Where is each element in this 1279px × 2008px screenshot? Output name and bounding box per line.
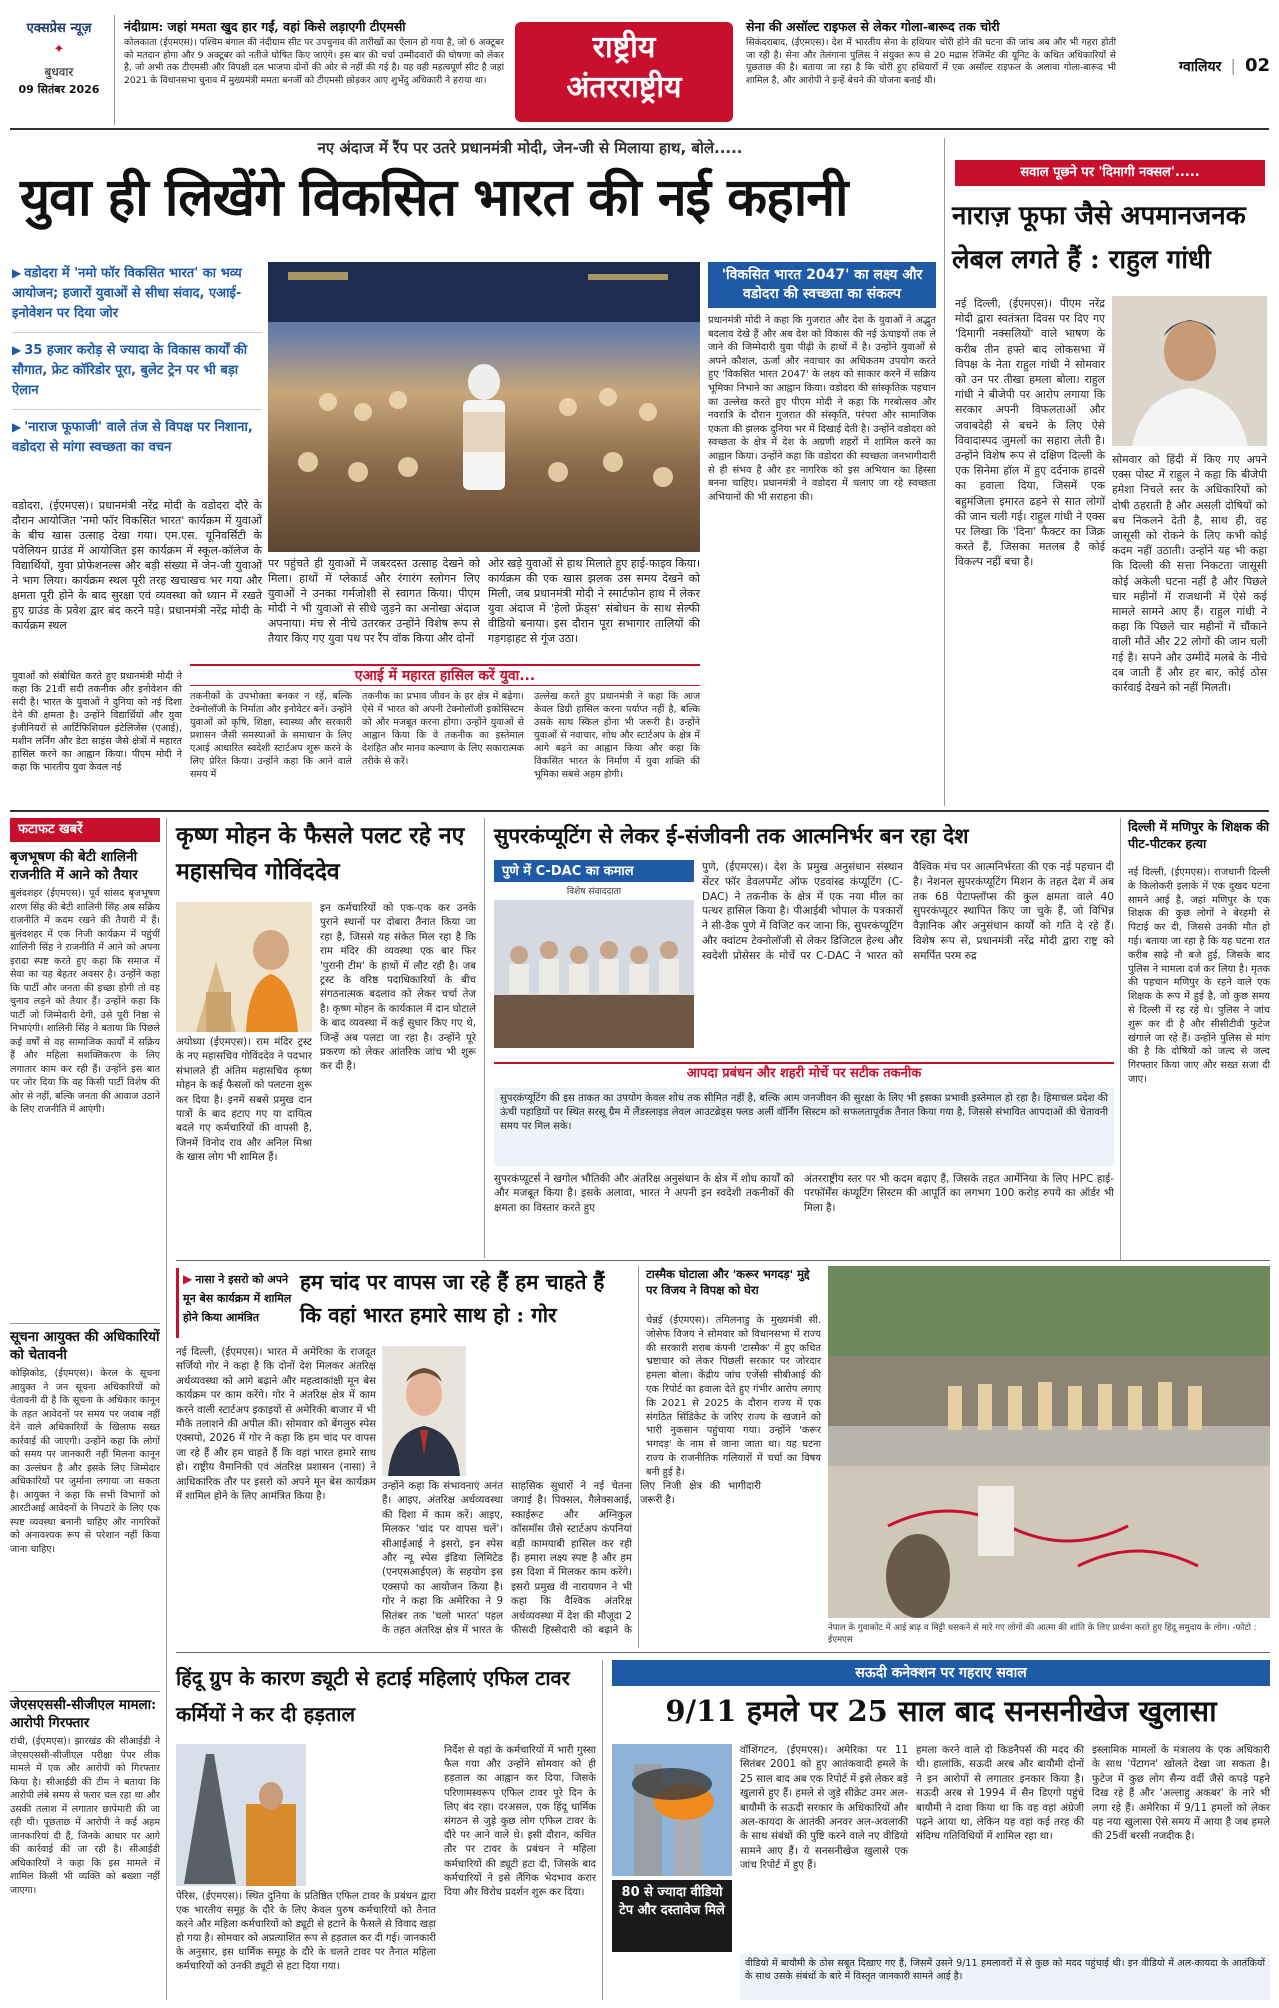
ram-body-1: अयोध्या (ईएमएस)। राम मंदिर ट्रस्ट के नए महासचिव गोविंददेव ने पदभार संभालते ही अंतिम महासचिव कृष्ण मोहन के कई फैसलों को पलटना शुरू कर दिया है। इनमें सबसे प्रमुख दान पात्रों के बाद हटाए गए या दायित्व बदले गए कर्मचारियों की वापसी है, जिनमें विनोद राव और अनिल मिश्रा के खास लोग भी शामिल हैं। [176, 1037, 312, 1164]
supercomp-col-b: अंतरराष्ट्रीय स्तर पर भी कदम बढ़ाए हैं, जिसके तहत आर्मेनिया के लिए HPC हाई-परफॉर्मेंस कंप्यूटिंग सिस्टम की आपूर्ति का लगभग 100 करोड़ रुपये का ऑर्डर भी मिला है। [804, 1173, 1114, 1214]
eiffel-col-1b [312, 1744, 438, 1886]
supercomp-byline: विशेष संवाददाता [566, 887, 622, 897]
brief-title: नंदीग्राम: जहां ममता खुद हार गईं, वहां किसे लड़ाएगी टीएमसी [124, 19, 406, 34]
quick-news-body: बुलंदशहर (ईएमएस)। पूर्व सांसद बृजभूषण शरण सिंह की बेटी शालिनी सिंह अब सक्रिय राजनीति में कदम रखने की तैयारी में हैं। बुलंदशहर में एक निजी कार्यक्रम में पहुंचीं शालिनी सिंह ने राजनीति में आने को अपना इरादा स्पष्ट करते हुए कहा कि समाज में सेवा का यह बेहतर अवसर है। उन्होंने कहा कि पार्टी और जनता की इच्छा होगी तो वह चुनाव लड़ने को तैयार हैं। उन्होंने कहा कि पार्टी जो जिम्मेदारी देगी, उसे पूरी निष्ठा से निभाएंगी। शालिनी सिंह ने बताया कि पिछले कई वर्षों से वह सामाजिक कार्यों में सक्रिय हैं और महिला सशक्तिकरण के लिए लगातार काम कर रही हैं। उन्होंने इस बात पर जोर दिया कि वह किसी पार्टी विशेष की ओर से नहीं, बल्कि जनता की आवाज उठाने के लिए राजनीति में आएंगी। [10, 888, 160, 1115]
quick-news-title: बृजभूषण की बेटी शालिनी राजनीति में आने को तैयार [10, 849, 138, 883]
manipur-body: नई दिल्ली, (ईएमएस)। राजधानी दिल्ली के किलोकरी इलाके में एक दुखद घटना सामने आई है, जहां मणिपुर के एक शिक्षक की कुछ लोगों ने बेरहमी से पिटाई कर दी, जिससे उनकी मौत हो गई। बताया जा रहा है कि यह घटना रात करीब साढ़े नौ बजे हुई, जिसके बाद पुलिस ने मामला दर्ज कर लिया है। मृतक की पहचान मणिपुर के रहने वाले एक शिक्षक के रूप में हुई है, जो कुछ समय से दिल्ली में रह रहे थे। पुलिस ने जांच शुरू कर दी है और सीसीटीवी फुटेज खंगाले जा रहे हैं। उन्होंने पुलिस से मांग की है कि दोषियों को जल्द से जल्द गिरफ्तार किया जाए और सख्त सजा दी जाए। [1128, 867, 1270, 1085]
quick-news-title: जेएसएससी-सीजीएल मामला: आरोपी गिरफ्तार [10, 1697, 157, 1731]
gor-photo [382, 1346, 466, 1476]
rahul-body-left: नई दिल्ली, (ईएमएस)। पीएम नरेंद्र मोदी द्वारा स्वतंत्रता दिवस पर दिए गए 'दिमागी नक्सलियों' वाले भाषण के करीब तीन हफ्ते बाद लोकसभा में विपक्ष के नेता राहुल गांधी ने सोमवार को उन पर तीखा हमला बोला। राहुल गांधी ने बीजेपी पर आरोप लगाया कि सरकार अपनी विफलताओं और जवाबदेही से बचने के लिए ऐसे विवादास्पद जुमलों का सहारा लेती है। उन्होंने विशेष रूप से दक्षिण दिल्ली के एक सिनेमा हॉल में हुए दर्दनाक हादसे का हवाला दिया, जिसमें एक बहुमंजिला इमारत ढहने से सात लोगों की जान चली गई। राहुल गांधी ने एक्स पर लिखा कि 'दिना' फैक्टर का जिक्र करते हैं, जिसका मतलब है कोई विकल्प नहीं बचा है। [955, 297, 1105, 569]
rahul-kicker [955, 160, 1265, 186]
eiffel-headline: हिंदू ग्रुप के कारण ड्यूटी से हटाई महिलाएं एफिल टावर कर्मियों ने कर दी हड़ताल [176, 1666, 570, 1726]
quick-news-item [10, 1323, 160, 1685]
moon-headline: हम चांद पर वापस जा रहे हैं हम चाहते हैं कि वहां भारत हमारे साथ हो : गोर [300, 1270, 605, 1327]
brief-body: सिकंदराबाद, (ईएमएस)। देश में भारतीय सेना के हथियार चोरी होने की घटना की जांच अब और भी गहरा होती जा रही है। सेना और तेलंगाना पुलिस ने संयुक्त रूप से 20 मद्रास रेजिमेंट की यूनिट के कथित अधिकारियों से पूछताछ की है। बताया जा रहा है कि चोरी हुए हथियारों में एक असॉल्ट राइफल के अलावा गोला-बारूद भी शामिल है, और आरोपी ने इन्हें बेचने की योजना बनाई थी। [746, 37, 1116, 86]
kicker-text: सवाल पूछने पर 'दिमागी नक्सल'..... [1020, 165, 1200, 180]
saudi-headline: 9/11 हमले पर 25 साल बाद सनसनीखेज खुलासा [665, 1694, 1217, 1728]
top-left-brief [124, 18, 504, 128]
rahul-headline: नाराज़ फूफा जैसे अपमानजनक लेबल लगते हैं : राहुल गांधी [952, 201, 1246, 275]
saudi-body-3: इस्लामिक मामलों के मंत्रालय के एक अधिकारी के साथ 'पेंटागन' खोलते देखा जा सकता है। फुटेज में कुछ लोग सैन्य वर्दी जैसे कपड़े पहने दिख रहे हैं और 'अल्लाहु अकबर' के नारे भी लगा रहे हैं। अमेरिका में 9/11 हमलों को लेकर यह नया खुलासा ऐसे समय में आया है जब हमले की 25वीं बरसी नजदीक है। [1092, 1745, 1270, 1843]
quick-news-column [10, 818, 160, 1998]
manipur-headline: दिल्ली में मणिपुर के शिक्षक की पीट-पीटकर हत्या [1128, 819, 1270, 851]
arrow-icon: ▶ [183, 1272, 193, 1286]
vikasit-box-title: 'विकसित भारत 2047' का लक्ष्य और वडोदरा की स्वच्छता का संकल्प [708, 262, 936, 308]
lead-kicker: नए अंदाज में रैंप पर उतरे प्रधानमंत्री मोदी, जेन-जी से मिलाया हाथ, बोले..... [317, 139, 743, 157]
eiffel-col-2: निर्देश से वहां के कर्मचारियों में भारी गुस्सा फैल गया और उन्होंने सोमवार को ही हड़ताल का आह्वान कर दिया, जिसके परिणामस्वरूप एफिल टावर पूरे दिन के लिए बंद रहा। दरअसल, एक हिंदू धार्मिक संगठन से जुड़े कुछ लोग एफिल टावर के दौरे पर आने वाले थे। इसी दौरान, कथित तौर पर टावर के प्रबंधन ने महिला कर्मचारियों की ड्यूटी हटा दी, जिसके बाद कर्मचारियों ने इसे लैंगिक भेदभाव करार दिया और विरोध प्रदर्शन शुरू कर दिया। [444, 1745, 596, 1899]
lead-sub-col-2: तकनीक का प्रभाव जीवन के हर क्षेत्र में बढ़ेगा। ऐसे में भारत को अपनी टेक्नोलॉजी इकोसिस्टम को और मजबूत करना होगा। उन्होंने युवाओं से आह्वान किया कि वे तकनीक का इस्तेमाल देशहित और मानव कल्याण के लिए सकारात्मक तरीके से करें। [362, 691, 524, 767]
date-label: 09 सितंबर 2026 [18, 83, 100, 96]
disaster-body: सुपरकंप्यूटिंग की इस ताकत का उपयोग केवल शोध तक सीमित नहीं है, बल्कि आम जनजीवन की सुरक्षा के लिए भी इसका प्रभावी इस्तेमाल हो रहा है। हिमाचल प्रदेश की ऊंची पहाड़ियों पर स्थित सरसू ग्रैम में लैंडस्लाइड लेवल आउटब्रेड्स फ्लड अर्ली वॉर्निंग सिस्टम को सफलतापूर्वक तैनात किया गया है, जिससे संभावित आपदाओं की चेतावनी समय पर मिल सके। [494, 1088, 1114, 1166]
section-line-1: राष्ट्रीय [592, 30, 656, 65]
quick-news-body: रांची, (ईएमएस)। झारखंड की सीआईडी ने जेएसएससी-सीजीएल परीक्षा पेपर लीक मामले में एक और आरोपी को गिरफ्तार किया है। सीआईडी की टीम ने बताया कि आरोपी लंबे समय से फरार चल रहा था और उसकी तलाश में लगातार छापेमारी की जा रही थी। पूछताछ में आरोपी ने कई अहम जानकारियां दी हैं, जिनके आधार पर आगे की कार्रवाई की जा रही है। सीआईडी अधिकारियों ने कहा कि इस मामले में शामिल किसी भी व्यक्ति को बख्शा नहीं जाएगा। [10, 1736, 160, 1896]
lead-body-3: ओर खड़े युवाओं से हाथ मिलाते हुए हाई-फाइव किया। कार्यक्रम की एक खास झलक उस समय देखने को मिली, जब प्रधानमंत्री मोदी ने स्मार्टफोन हाथ में लेकर युवा अंदाज में 'हेलो फ्रेंड्स' संबोधन के साथ सेल्फी वीडियो बनाया। इस दौरान पूरा सभागार तालियों की गड़गड़ाहट से गूंज उठा। [488, 557, 700, 645]
top-right-brief [746, 18, 1116, 128]
eiffel-photo [176, 1744, 306, 1886]
quick-news-item [10, 848, 160, 1317]
arrow-icon: ▶ [12, 266, 22, 280]
ram-headline: कृष्ण मोहन के फैसले पलट रहे नए महासचिव गोविंददेव [176, 822, 465, 885]
page-meta: ग्वालियर | 02 [1179, 55, 1270, 76]
lead-photo [268, 262, 700, 552]
supercomp-col-a: सुपरकंप्यूटर्स ने खगोल भौतिकी और अंतरिक्ष अनुसंधान के क्षेत्र में शोध कार्यों को और मजबूत किया है। इसके अलावा, भारत ने अपनी इन स्वदेशी तकनीकों की क्षमता का विस्तार करते हुए [494, 1173, 794, 1214]
tamil-body: चेन्नई (ईएमएस)। तमिलनाडु के मुख्यमंत्री सी. जोसेफ विजय ने सोमवार को विधानसभा में राज्य की सरकारी शराब कंपनी 'टास्मैक' में हुए कथित भ्रष्टाचार को लेकर पिछली सरकार पर जोरदार हमला बोला। केंद्रीय जांच एजेंसी सीबीआई की एक रिपोर्ट का हवाला देते हुए गंभीर आरोप लगाए कि 2021 से 2025 के दौरान राज्य में एक संगठित सिंडिकेट के जरिए राज्य के खजाने को भारी नुकसान पहुंचाया गया। उन्होंने 'करूर भगदड़' के नाम से जाना जाता था। यह घटना राज्य के राजनीतिक गलियारों में चर्चा का विषय बनी हुई है। [646, 1315, 821, 1478]
disaster-subhead: आपदा प्रबंधन और शहरी मोर्चे पर सटीक तकनीक [494, 1062, 1114, 1084]
section-line-2: अंतरराष्ट्रीय [566, 70, 682, 105]
eiffel-col-1: पेरिस, (ईएमएस)। स्थित दुनिया के प्रतिष्ठित एफिल टावर के प्रबंधन द्वारा एक भारतीय समूह के दौरे के लिए केवल पुरुष कर्मचारियों को तैनात करने और महिला कर्मचारियों को ड्यूटी से हटाने के फैसले से विवाद खड़ा हो गया है। सोमवार को अप्रत्याशित रूप से हड़ताल कर दी गई। जानकारी के अनुसार, इस धार्मिक समूह के दौरे के चलते टावर पर तैनात महिला कर्मचारियों को उनकी ड्यूटी से हटा दिया गया। [176, 1891, 436, 1972]
lead-sub-col-1: तकनीकों के उपभोक्ता बनकर न रहें, बल्कि टेक्नोलॉजी के निर्माता और इनोवेटर बनें। उन्होंने युवाओं को कृषि, शिक्षा, स्वास्थ्य और सरकारी प्रशासन जैसी समस्याओं के समाधान के लिए एआई आधारित स्वदेशी स्टार्टअप शुरू करने के लिए प्रेरित किया। उन्होंने कहा कि आने वाले समय में [190, 691, 352, 780]
saudi-banner: सऊदी कनेक्शन पर गहराए सवाल [612, 1660, 1270, 1686]
masthead [0, 0, 1279, 130]
nepal-caption: नेपाल के गुवाकोट में आई बाढ़ व मिट्टी धसकने से मारे गए लोगों की आत्मा की शांति के लिए प्रार्थना करते हुए हिंदू समुदाय के लोग। -फोटो : ईएमएस [828, 1623, 1257, 1645]
city-label: ग्वालियर [1179, 59, 1222, 75]
saudi-body-2: हमला करने वाले दो किडनैपर्स की मदद की थी। हालांकि, सऊदी अरब और बायौमी दोनों ने इन आरोपों से लगातार इनकार किया है। सऊदी अरब से 1994 में सैन डिएगो पहुंचे बायौमी ने दावा किया था कि वह वहां अंग्रेजी पढ़ने आया था, लेकिन यह वहां कई तरह की संदिग्ध गतिविधियों में शामिल रहा था। [916, 1745, 1084, 1843]
star-icon: ✦ [53, 42, 65, 57]
nepal-photo [828, 1266, 1270, 1618]
rahul-photo [1112, 296, 1267, 446]
lead-body-1: वडोदरा, (ईएमएस)। प्रधानमंत्री नरेंद्र मोदी के वडोदरा दौरे के दौरान आयोजित 'नमो फॉर विकसित भारत' कार्यक्रम में युवाओं के बीच खास उत्साह देखा गया। एम.एस. यूनिवर्सिटी के पवेलियन ग्राउंड में आयोजित इस कार्यक्रम में स्कूल-कॉलेज के विद्यार्थियों, युवा प्रोफेशनल्स और बड़ी संख्या में जेन-जी युवाओं ने भाग लिया। कार्यक्रम स्थल पूरी तरह खचाखच भर गया और क्षमता पूरी होने के बाद सुरक्षा एवं व्यवस्था को ध्यान में रखते हुए ग्राउंड के प्रवेश द्वार बंद करने पड़े। प्रधानमंत्री नरेंद्र मोदी के कार्यक्रम स्थल [12, 499, 262, 632]
quick-news-header: फटाफट खबरें [10, 818, 160, 842]
saudi-body-1: वॉशिंगटन, (ईएमएस)। अमेरिका पर 11 सितंबर 2001 को हुए आतंकवादी हमले के 25 साल बाद अब एक रिपोर्ट में इसे लेकर बड़े खुलासे हुए हैं। हमले से जुड़े सीक्रेट उमर अल-बायौमी के सऊदी सरकार के अधिकारियों और अल-कायदा के आतंकी अनवर अल-अवलाकी के साथ संबंधों की पुष्टि करने वाले नए वीडियो सामने आए हैं। ये सनसनीखेज खुलासे एक जांच रिपोर्ट में हुए हैं। [740, 1745, 908, 1872]
ram-photo [176, 902, 312, 1032]
lead-bullets [12, 262, 262, 492]
quick-news-title: सूचना आयुक्त की अधिकारियों को चेतावनी [10, 1329, 160, 1363]
subhead-text: एआई में महारत हासिल करें युवा... [354, 668, 536, 684]
lead-body-2: पर पहुंचते ही युवाओं में जबरदस्त उत्साह देखने को मिला। हाथों में प्लेकार्ड और रंगारंग स्लोगन लिए युवाओं ने उनका गर्मजोशी से स्वागत किया। पीएम मोदी ने भी युवाओं से सीधे जुड़ने का अनोखा अंदाज अपनाया। मंच से नीचे उतरकर उन्होंने विशेष रूप से तैयार किए गए युवा पथ पर रैंप वॉक किया और दोनों [268, 557, 480, 645]
lead-body-4: युवाओं को संबोधित करते हुए प्रधानमंत्री मोदी ने कहा कि 21वीं सदी तकनीक और इनोवेशन की सदी है। भारत के युवाओं ने दुनिया को नई दिशा देने की क्षमता है। उन्होंने विद्यार्थियों और युवा इंजीनियरों से आर्टिफिशियल इंटेलिजेंस (एआई), मशीन लर्निंग और डेटा साइंस जैसे क्षेत्रों में महारत हासिल करने का आह्वान किया। पीएम मोदी ने कहा कि भारतीय युवा केवल नई [12, 671, 182, 773]
lead-headline: युवा ही लिखेंगे विकसित भारत की नई कहानी [20, 167, 848, 228]
page-number: 02 [1244, 55, 1270, 76]
moon-body-1: नई दिल्ली, (ईएमएस)। भारत में अमेरिका के राजदूत सर्जियो गोर ने कहा है कि दोनों देश मिलकर अंतरिक्ष अर्थव्यवस्था को आगे बढ़ाने और महत्वाकांक्षी मून बेस कार्यक्रम पर काम करेंगे। गोर ने अंतरिक्ष क्षेत्र में काम करने वाली स्टार्टअप इकाइयों से अमेरिकी बाजार में भी मौके तलाशने की अपील की। सोमवार को बेंगलुरु स्पेस एक्सपो, 2026 में गोर ने कहा कि हम चांद पर वापस जा रहे हैं और हम चाहते हैं कि वहां भारत हमारे साथ हो। राष्ट्रीय वैमानिकी एवं अंतरिक्ष प्रशासन (नासा) ने आधिकारिक तौर पर इसरो को अपने मून बेस कार्यक्रम में शामिल होने के लिए आमंत्रित किया है। [176, 1347, 376, 1503]
brief-body: कोलकाता (ईएमएस)। पश्चिम बंगाल की नंदीग्राम सीट पर उपचुनाव की तारीखों का ऐलान हो गया है, जो 6 अक्टूबर को मतदान होगा और 9 अक्टूबर को नतीजे घोषित किए जाएंगे। इस बार की चर्चा उम्मीदवारों की घोषणा को लेकर है, जो अभी तक टीएमसी और विपक्षी दल भाजपा दोनों की ओर से नहीं की गई है। यह वही महत्वपूर्ण सीट है जहां 2021 के विधानसभा चुनाव में मुख्यमंत्री ममता बनर्जी को टीएमसी छोड़कर आए शुभेंदु अधिकारी ने हराया था। [124, 37, 504, 86]
cdac-photo [494, 900, 694, 1048]
brief-title: सेना की असॉल्ट राइफल से लेकर गोला-बारूद तक चोरी [746, 19, 1000, 34]
supercomp-body: पुणे, (ईएमएस)। देश के प्रमुख अनुसंधान संस्थान सेंटर फॉर डेवलपमेंट ऑफ एडवांस्ड कंप्यूटिंग (C-DAC) ने तकनीक के क्षेत्र में एक नया मील का पत्थर हासिल किया है। पीआईबी भोपाल के पत्रकारों ने सी-डैक पुणे में विजिट कर जाना कि, सुपरकंप्यूटिंग और क्वांटम टेक्नोलॉजी से लेकर डिजिटल हेल्थ और स्वदेशी प्रोसेसर के मोर्चे पर C-DAC ने भारत को वैश्विक मंच पर आत्मनिर्भरता की एक नई पहचान दी है। नेशनल सुपरकंप्यूटिंग मिशन के तहत देश में अब तक 68 पेटाफ्लॉप्स की कुल क्षमता वाले 40 सुपरकंप्यूटर स्थापित किए जा चुके हैं, जो विभिन्न वैज्ञानिक और अनुसंधान कार्यों को गति दे रहे हैं। विशेष रूप से, प्रधानमंत्री नरेंद्र मोदी द्वारा राष्ट्र को समर्पित परम रुद्र [702, 861, 1114, 962]
bullet-item: ▶ वडोदरा में 'नमो फॉर विकसित भारत' का भव्य आयोजन; हजारों युवाओं से सीधा संवाद, एआई-इनोवेशन पर दिया जोर [12, 266, 242, 321]
vikasit-box [708, 262, 936, 802]
quick-news-body: कोझिकोड, (ईएमएस)। केरल के सूचना आयुक्त ने जन सूचना अधिकारियों को चेतावनी दी है कि सूचना के अधिकार कानून के तहत आवेदनों पर समय पर जवाब नहीं देने वाले अधिकारियों के खिलाफ सख्त कार्रवाई की जाएगी। उन्होंने कहा कि लोगों को समय पर जानकारी नहीं मिलना कानून का उल्लंघन है और इसके लिए जिम्मेदार अधिकारियों पर जुर्माना लगाया जा सकता है। आयुक्त ने कहा कि सभी विभागों को आरटीआई आवेदनों के निपटारे के लिए एक स्पष्ट व्यवस्था बनानी चाहिए और नागरिकों को अनावश्यक रूप से परेशान नहीं किया जाना चाहिए। [10, 1368, 160, 1555]
saudi-bottom: वीडियो में बायौमी के ठोस सबूत दिखाए गए हैं, जिसमें उसने 9/11 हमलावरों में से कुछ को मदद पहुंचाई थी। इन वीडियो में अल-कायदा के आतंकियों के साथ उसके संबंधों के बारे में विस्तृत जानकारी सामने आई है। [740, 1954, 1270, 2000]
cdac-box-title: पुणे में C-DAC का कमाल [494, 860, 694, 882]
tamil-headline: टास्मैक घोटाला और 'करूर भगदड़' मुद्दे पर विजय ने विपक्ष को घेरा [646, 1267, 810, 1297]
paper-name: एक्सप्रेस न्यूज़ [26, 21, 92, 36]
arrow-icon: ▶ [12, 420, 22, 434]
vikasit-box-body: प्रधानमंत्री मोदी ने कहा कि गुजरात और देश के युवाओं ने अद्भुत बदलाव देखे हैं और अब देश को विकास की नई ऊंचाइयों तक ले जाने की जिम्मेदारी युवा पीढ़ी के हाथों में है। उन्होंने युवाओं से अपने कौशल, ऊर्जा और नवाचार का अधिकतम उपयोग करते हुए 'विकसित भारत 2047' के लक्ष्य को साकार करने में सक्रिय भूमिका निभाने का आह्वान किया। वडोदरा की सांस्कृतिक पहचान का उल्लेख करते हुए पीएम मोदी ने कहा कि गरबोत्सव और नवरात्रि के दौरान गुजरात की संस्कृति, परंपरा और सामाजिक एकता की झलक दुनिया भर में दिखाई देती है। उन्होंने वडोदरा को स्वच्छता के क्षेत्र में देश के अग्रणी शहरों में शामिल करने का आह्वान किया। उन्होंने कहा कि वडोदरा की स्वच्छता जनभागीदारी से ही संभव है और हर नागरिक को इस अभियान का हिस्सा बनना चाहिए। प्रधानमंत्री ने वडोदरा में चलाए जा रहे स्वच्छता अभियानों की भी सराहना की। [708, 315, 936, 503]
moon-kicker: ▶ नासा ने इसरो को अपने मून बेस कार्यक्रम में शामिल होने किया आमंत्रित [176, 1268, 296, 1338]
masthead-left [10, 18, 108, 128]
lead-sub-col-3: उल्लेख करते हुए प्रधानमंत्री ने कहा कि आज केवल डिग्री हासिल करना पर्याप्त नहीं है, बल्कि उसके साथ स्किल होना भी जरूरी है। उन्होंने युवाओं से नवाचार, शोध और स्टार्टअप के क्षेत्र में आगे बढ़ने का आह्वान किया और कहा कि विकसित भारत के निर्माण में युवा शक्ति की भूमिका सबसे अहम होगी। [534, 691, 700, 780]
quick-news-item [10, 1691, 160, 1985]
arrow-icon: ▶ [12, 343, 22, 357]
bullet-item: ▶ 35 हजार करोड़ से ज्यादा के विकास कार्यों की सौगात, फ्रेट कॉरिडोर पूरा, बुलेट ट्रेन पर भी बड़ा ऐलान [12, 332, 262, 399]
moon-body-2: उन्होंने कहा कि संभावनाएं अनंत हैं। आइए, अंतरिक्ष अर्थव्यवस्था की दिशा में काम करें। आइए, मिलकर 'चांद पर वापस चलें'। सीआईआई ने इसरो, इन स्पेस और न्यू स्पेस इंडिया लिमिटेड (एनएसआईएल) के सहयोग इस एक्सपो का आयोजन किया है। गोर ने कहा कि अमेरिका ने 9 सितंबर तक 'चलो भारत' पहल के तहत अंतरिक्ष क्षेत्र में भारत के साहसिक सुधारों ने नई चेतना जगाई है। पिक्सल, गैलेक्सआई, स्काईरूट और अग्निकुल कॉसमॉस जैसे स्टार्टअप कंपनियां बड़ी कामयाबी हासिल कर रही हैं। हमारा लक्ष्य स्पष्ट है और हम इस दिशा में मिलकर काम करेंगे। इसरो प्रमुख वी नारायणन ने भी कहा कि वैश्विक अंतरिक्ष अर्थव्यवस्था में देश की मौजूदा 2 फीसदी हिस्सेदारी को बढ़ाने के लिए निजी क्षेत्र की भागीदारी जरूरी है। [382, 1481, 761, 1637]
saudi-callout: 80 से ज्यादा वीडियो टेप और दस्तावेज मिले [612, 1880, 732, 1952]
wtc-photo [612, 1744, 732, 1876]
day-label: बुधवार [44, 65, 74, 79]
bullet-item: ▶ 'नाराज फूफाजी' वाले तंज से विपक्ष पर निशाना, वडोदरा से मांगा स्वच्छता का वचन [12, 409, 262, 456]
ram-body-2: इन कर्मचारियों को एक-एक कर उनके पुराने स्थानों पर दोबारा तैनात किया जा रहा है, जिससे यह संकेत मिल रहा है कि राम मंदिर की व्यवस्था एक बार फिर 'पुरानी टीम' के हाथों में लौट रही है। जब ट्रस्ट के वरिष्ठ पदाधिकारियों के बीच संगठनात्मक बदलाव को लेकर चर्चा तेज है। कृष्ण मोहन के कार्यकाल में दान घोटाले के बाद व्यवस्था में कई सुधार किए गए थे, जिन्हें अब पलटा जा रहा है। उन्होंने पूरे प्रकरण को लेकर आंतरिक जांच भी शुरू कर दी है। [320, 903, 476, 1073]
lead-subhead [190, 664, 700, 686]
section-banner [515, 22, 733, 122]
rahul-body-right: सोमवार को हिंदी में किए गए अपने एक्स पोस्ट में राहुल ने कहा कि बीजेपी हमेशा निचले स्तर के अधिकारियों को दोषी ठहराती है और असली दोषियों को बच निकलने देती है, साथ ही, वह जासूसी को रोकने के लिए कभी कोई कदम नहीं उठाती। उन्होंने यह भी कहा कि दिल्ली की सत्ता निकटता जासूसी कोई अकेली घटना नहीं है और पिछले चार महीनों में राजधानी में ऐसे कई मामले सामने आए हैं। राहुल गांधी ने कहा कि पिछले चार महीनों में चौंकाने वाली मौतें और 22 लोगों की जान चली गई है। सपने और उम्मीदें मलबे के नीचे दब जाती हैं और हर बार, कोई ठोस कार्रवाई देखने को नहीं मिलती। [1112, 453, 1267, 695]
supercomp-headline: सुपरकंप्यूटिंग से लेकर ई-संजीवनी तक आत्मनिर्भर बन रहा देश [494, 823, 969, 848]
